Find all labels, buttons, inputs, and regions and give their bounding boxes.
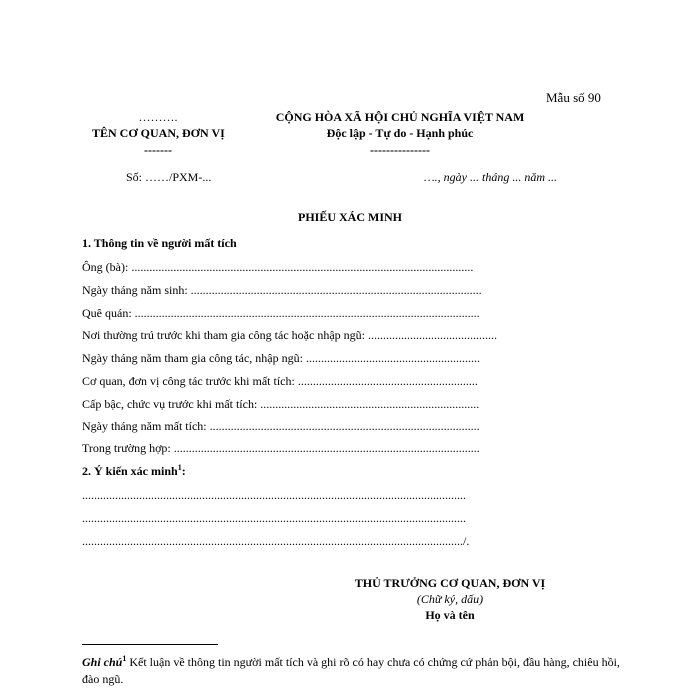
- field-missing-date: Ngày tháng năm mất tích: ..........................................................................................: [82, 419, 480, 433]
- footnote-marker: 1: [177, 463, 182, 472]
- section-2-colon: :: [181, 464, 186, 478]
- signer-name: Họ và tên: [425, 608, 475, 622]
- footnote: [82, 654, 622, 688]
- agency-name: TÊN CƠ QUAN, ĐƠN VỊ: [92, 126, 225, 140]
- field-enlistment-date: Ngày tháng năm tham gia công tác, nhập ngũ: ..........................................................: [82, 351, 480, 365]
- signer-note: (Chữ ký, dấu): [416, 592, 484, 606]
- national-rule: ---------------: [370, 143, 430, 157]
- field-hometown: Quê quán: ...................................................................................................................: [82, 306, 480, 320]
- agency-rule: -------: [144, 143, 172, 157]
- national-title: CỘNG HÒA XÃ HỘI CHỦ NGHĨA VIỆT NAM: [275, 110, 525, 124]
- section-1-heading: 1. Thông tin về người mất tích: [82, 236, 237, 250]
- place-date: …., ngày ... tháng ... năm ...: [424, 170, 557, 184]
- opinion-line: ................................................................................................................................: [82, 511, 466, 525]
- opinion-line: ................................................................................................................................: [82, 488, 466, 502]
- form-title: PHIẾU XÁC MINH: [298, 210, 402, 224]
- field-circumstance: Trong trường hợp: ......................................................................................................: [82, 441, 480, 455]
- footnote-label: Ghi chú: [82, 655, 123, 669]
- footnote-number: 1: [122, 654, 127, 663]
- field-rank: Cấp bậc, chức vụ trước khi mất tích: .........................................................................: [82, 397, 480, 411]
- section-2-heading-text: 2. Ý kiến xác minh: [82, 464, 178, 478]
- form-code: Mẫu số 90: [546, 90, 601, 105]
- section-2-heading: [82, 464, 186, 479]
- field-unit: Cơ quan, đơn vị công tác trước khi mất tích: ............................................................: [82, 374, 478, 388]
- field-date-of-birth: Ngày tháng năm sinh: .................................................................................................: [82, 283, 482, 297]
- footnote-text: Kết luận về thông tin người mất tích và ghi rõ có hay chưa có chứng cứ phản bội, đầu hàng, chiêu hồi, đào ngũ.: [82, 655, 620, 686]
- field-residence: Nơi thường trú trước khi tham gia công tác hoặc nhập ngũ: ...........................................: [82, 328, 497, 342]
- document-number: Số: ……/PXM-...: [126, 170, 212, 184]
- footnote-divider: [82, 644, 218, 645]
- field-full-name: Ông (bà): ..................................................................................................................: [82, 260, 474, 274]
- national-motto: Độc lập - Tự do - Hạnh phúc: [326, 126, 474, 140]
- opinion-line: .............................................................................................................................../.: [82, 534, 470, 548]
- agency-placeholder-dots: ……….: [138, 110, 178, 124]
- signer-title: THỦ TRƯỞNG CƠ QUAN, ĐƠN VỊ: [354, 576, 546, 590]
